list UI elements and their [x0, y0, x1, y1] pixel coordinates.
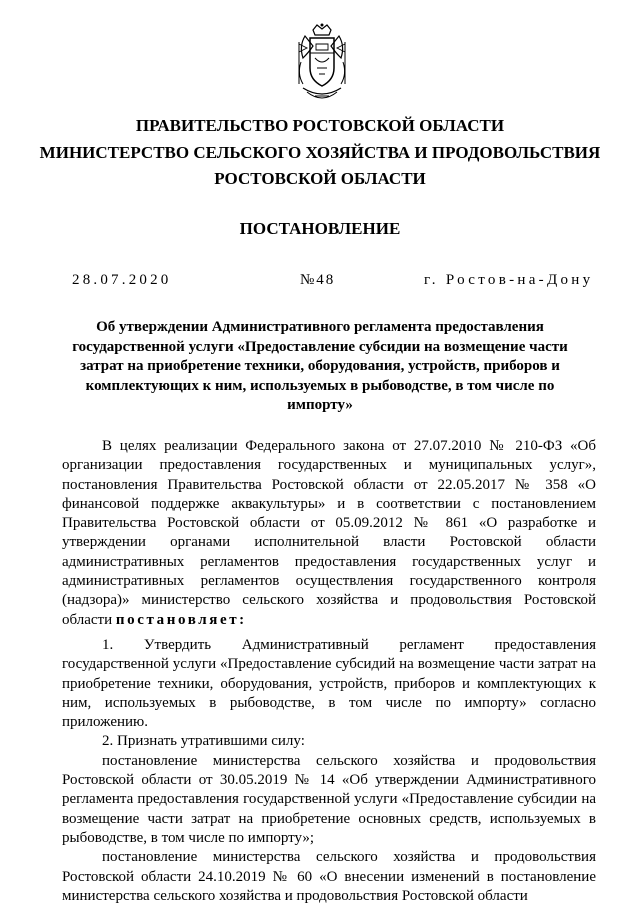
document-number: №48: [300, 272, 336, 288]
document-type: ПОСТАНОВЛЕНИЕ: [239, 219, 401, 238]
resolution-keyword: постановляет:: [115, 611, 247, 628]
resolution-items: [62, 636, 596, 906]
preamble-text: В целях реализации Федерального закона от 27.07.2010 № 210-ФЗ «Об организации предоставления государственных и муниципальных услуг», постановления Правительства Ростовской области от 22.05.2017 № 358 «О финансовой поддержке аквакультуры» и в соответствии с постановлением Правительства Ростовской области от 05.09.2012 № 861 «О разработке и утверждении органами исполнительной власти Ростовской области административных регламентов предоставления государственных услуг и административных регламентов осуществления государственного контроля (надзора)» министерство сельского хозяйства и продовольствия Ростовской области: [62, 438, 596, 628]
region-title: РОСТОВСКОЙ ОБЛАСТИ: [214, 169, 426, 188]
preamble-section: [62, 437, 596, 630]
document-city: г. Ростов-на-Дону: [424, 272, 594, 288]
item-repeal-act-2: постановление министерства сельского хозяйства и продовольствия Ростовской области 24.10.2019 № 60 «О внесении изменений в постановление министерства сельского хозяйства и продовольствия Ростовской области: [62, 849, 596, 904]
preamble-paragraph: [62, 437, 596, 630]
document-date: 28.07.2020: [72, 272, 172, 288]
ministry-title: МИНИСТЕРСТВО СЕЛЬСКОГО ХОЗЯЙСТВА И ПРОДОВОЛЬСТВИЯ: [39, 143, 601, 162]
government-title: ПРАВИТЕЛЬСТВО РОСТОВСКОЙ ОБЛАСТИ: [135, 116, 505, 135]
item-approve: 1. Утвердить Административный регламент предоставления государственной услуги «Предоставление субсидий на возмещение части затрат на приобретение техники, оборудования, устройств, приборов и комплектующих к ним, используемых в рыбоводстве, в том числе по импорту» согласно приложению.: [62, 637, 596, 731]
item-repeal-heading: 2. Признать утратившими силу:: [102, 733, 305, 750]
coat-of-arms-emblem: [295, 22, 349, 106]
item-repeal-act-1: постановление министерства сельского хозяйства и продовольствия Ростовской области от 30.05.2019 № 14 «Об утверждении Административного регламента предоставления государственной услуги «Предоставление субсидии на возмещение части затрат на приобретение основных средств, используемых в рыбоводстве, в том числе по импорту»;: [62, 752, 596, 846]
document-subject: Об утверждении Административного регламента предоставления государственной услуги «Предоставление субсидии на возмещение части затрат на приобретение техники, оборудования, устройств, приборов и комплектующих к ним, используемых в рыбоводстве, в том числе по импорту»: [72, 319, 568, 413]
